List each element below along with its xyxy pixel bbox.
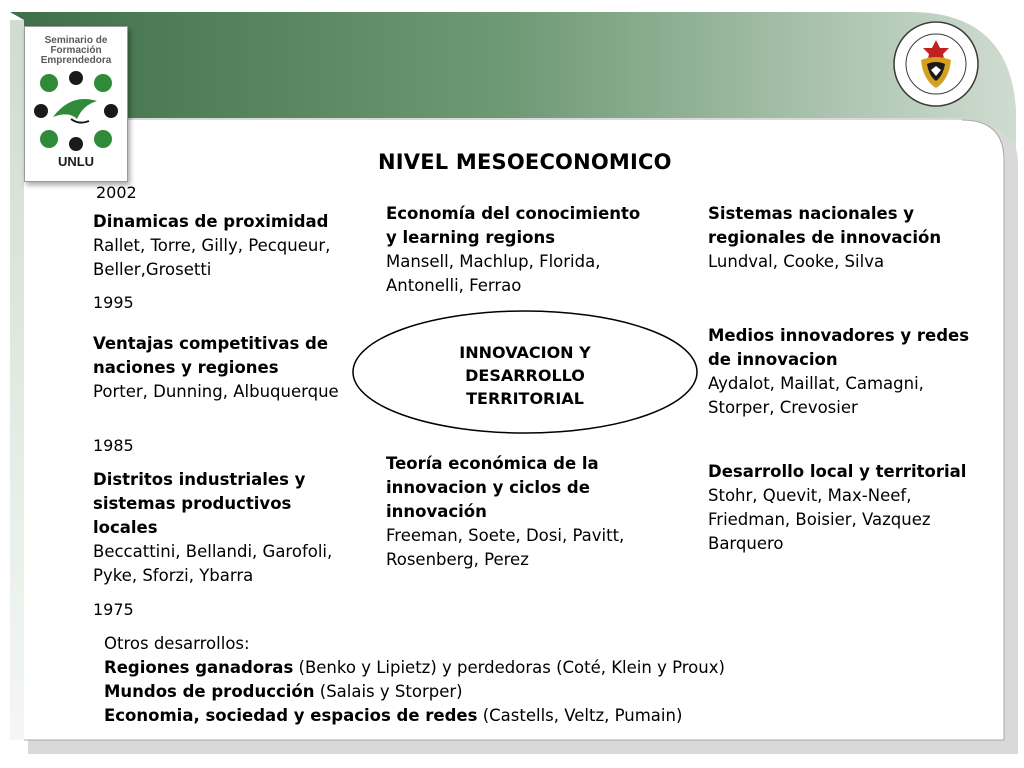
block-title: Distritos industriales y (93, 470, 306, 489)
year-1985: 1985 (93, 436, 134, 455)
otros-item-bold: Regiones ganadoras (104, 658, 294, 677)
block-title: Medios innovadores y redes (708, 326, 970, 345)
block-economia-conocimiento (386, 202, 640, 298)
block-authors: Freeman, Soete, Dosi, Pavitt, (386, 526, 625, 545)
otros-item-rest: (Salais y Storper) (314, 682, 463, 701)
block-authors: Stohr, Quevit, Max-Neef, (708, 486, 912, 505)
year-2002: 2002 (96, 183, 137, 202)
center-ellipse-label (400, 341, 650, 410)
block-authors: Rallet, Torre, Gilly, Pecqueur, (93, 236, 331, 255)
otros-item (104, 704, 725, 728)
block-distritos-industriales (93, 468, 332, 588)
otros-item-bold: Mundos de producción (104, 682, 315, 701)
block-title: Economía del conocimiento (386, 204, 641, 223)
logo-acronym: UNLU (57, 154, 95, 169)
block-title: innovación (386, 502, 487, 521)
block-medios-innovadores (708, 324, 969, 420)
block-authors: Porter, Dunning, Albuquerque (93, 382, 339, 401)
year-1975: 1975 (93, 600, 134, 619)
block-title: Ventajas competitivas de (93, 334, 329, 353)
otros-item (104, 680, 725, 704)
block-title: Sistemas nacionales y (708, 204, 915, 223)
block-authors: Aydalot, Maillat, Camagni, (708, 374, 924, 393)
logo-line-2: Formación (50, 45, 102, 56)
block-dinamicas-proximidad (93, 210, 330, 282)
block-authors: Pyke, Sforzi, Ybarra (93, 566, 254, 585)
block-authors: Barquero (708, 534, 784, 553)
block-authors: Antonelli, Ferrao (386, 276, 522, 295)
block-title: Teoría económica de la (386, 454, 599, 473)
block-ventajas-competitivas (93, 332, 339, 404)
network-people-icon (31, 71, 121, 151)
block-title: regionales de innovación (708, 228, 942, 247)
block-authors: Rosenberg, Perez (386, 550, 529, 569)
ellipse-line: DESARROLLO (465, 366, 585, 385)
seminario-logo (24, 26, 128, 182)
block-authors: Lundval, Cooke, Silva (708, 252, 885, 271)
block-title: de innovacion (708, 350, 838, 369)
block-sistemas-nacionales (708, 202, 941, 274)
otros-desarrollos (104, 632, 725, 728)
block-title: sistemas productivos (93, 494, 292, 513)
otros-heading: Otros desarrollos: (104, 634, 250, 653)
block-title: naciones y regiones (93, 358, 279, 377)
year-1995: 1995 (93, 293, 134, 312)
otros-item (104, 656, 725, 680)
block-authors: Friedman, Boisier, Vazquez (708, 510, 931, 529)
ellipse-line: INNOVACION Y (459, 343, 591, 362)
block-authors: Beller,Grosetti (93, 260, 212, 279)
block-title: innovacion y ciclos de (386, 478, 590, 497)
block-authors: Beccattini, Bellandi, Garofoli, (93, 542, 333, 561)
logo-title (25, 36, 127, 66)
logo-line-3: Emprendedora (40, 55, 112, 66)
otros-item-bold: Economia, sociedad y espacios de redes (104, 706, 478, 725)
block-authors: Mansell, Machlup, Florida, (386, 252, 601, 271)
otros-item-rest: (Benko y Lipietz) y perdedoras (Coté, Klein y Proux) (293, 658, 725, 677)
block-title: y learning regions (386, 228, 556, 247)
ellipse-line: TERRITORIAL (466, 389, 584, 408)
block-desarrollo-local (708, 460, 966, 556)
block-title: Desarrollo local y territorial (708, 462, 967, 481)
block-title: Dinamicas de proximidad (93, 212, 329, 231)
university-seal-icon (893, 18, 979, 108)
logo-line-1: Seminario de (44, 35, 108, 46)
block-authors: Storper, Crevosier (708, 398, 858, 417)
block-teoria-economica-innovacion (386, 452, 624, 572)
block-title: locales (93, 518, 158, 537)
page-title: NIVEL MESOECONOMICO (378, 150, 672, 174)
otros-item-rest: (Castells, Veltz, Pumain) (477, 706, 683, 725)
